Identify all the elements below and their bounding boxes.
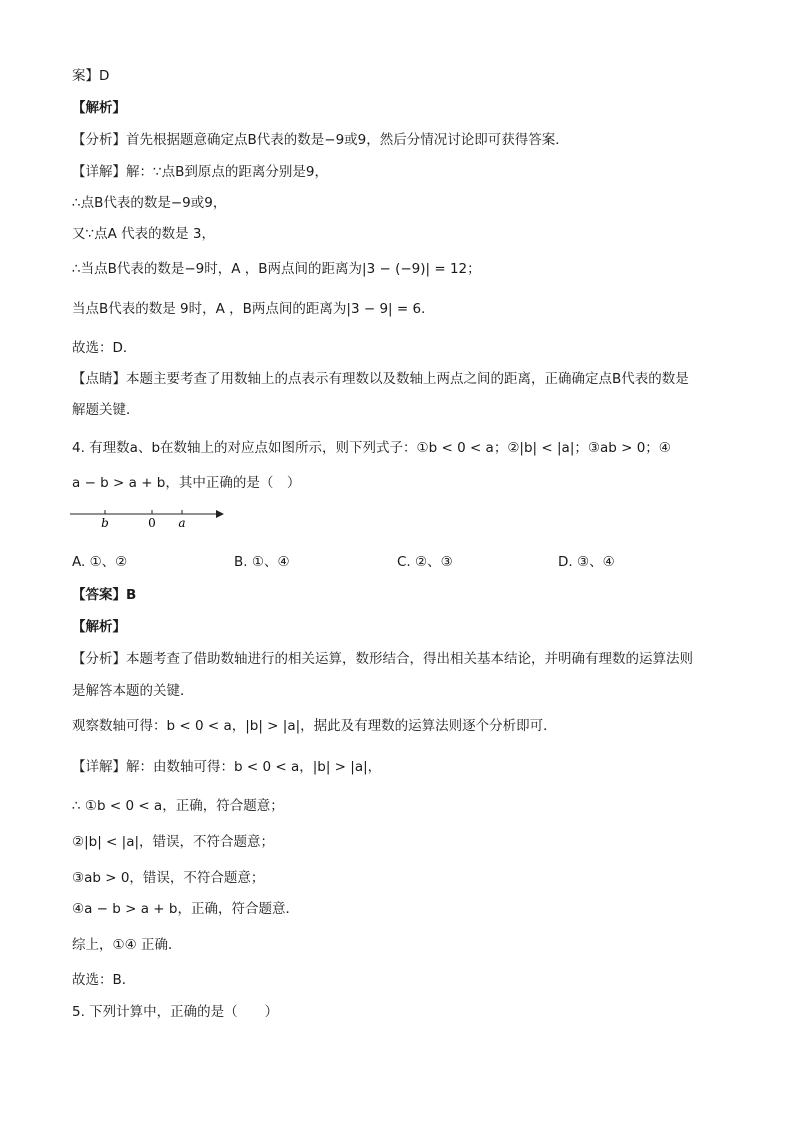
question-4-line-1: 4. 有理数a、b在数轴上的对应点如图所示，则下列式子：①b < 0 < a；②|b| < |a|；③ab > 0；④ [72, 440, 671, 456]
option-c: C. ②、③ [397, 554, 453, 570]
answer-line-3: 案】D [72, 68, 110, 84]
choice-line-3: 故选：D． [72, 340, 137, 356]
analysis-header-4: 【解析】 [72, 619, 126, 635]
detail-line-4-3: ②|b| < |a|，错误，不符合题意； [72, 834, 275, 850]
axis-label-b: b [101, 516, 109, 530]
detail-line-3-4: ∴当点B代表的数是−9时，A ，B两点间的距离为|3 − (−9)| = 12； [72, 261, 481, 277]
option-a: A. ①、② [72, 554, 128, 570]
detail-line-3-3: 又∵点A 代表的数是 3， [72, 226, 215, 242]
detail-line-3-2: ∴点B代表的数是−9或9， [72, 195, 227, 211]
analysis-line-4-1: 【分析】本题考查了借助数轴进行的相关运算，数形结合，得出相关基本结论，并明确有理数的运算法则 [72, 651, 693, 667]
comment-line-3-2: 解题关键． [72, 402, 140, 418]
observe-line-4: 观察数轴可得：b < 0 < a，|b| > |a|，据此及有理数的运算法则逐个分析即可． [72, 718, 557, 734]
detail-line-3-1: 【详解】解：∵点B到原点的距离分别是9， [72, 164, 328, 180]
comment-line-3-1: 【点睛】本题主要考查了用数轴上的点表示有理数以及数轴上两点之间的距离，正确确定点B代表的数是 [72, 371, 689, 387]
detail-line-4-4: ③ab > 0，错误，不符合题意； [72, 870, 265, 886]
analysis-header-3: 【解析】 [72, 100, 126, 116]
answer-line-4: 【答案】B [72, 587, 137, 603]
question-4-options [72, 550, 732, 570]
choice-line-4: 故选：B． [72, 972, 136, 988]
question-5-line: 5. 下列计算中，正确的是（ ） [72, 1004, 279, 1020]
axis-arrow-icon [216, 510, 224, 518]
summary-line-4: 综上，①④ 正确． [72, 937, 182, 953]
detail-line-4-2: ∴ ①b < 0 < a，正确，符合题意； [72, 798, 284, 814]
question-4-line-2: a − b > a + b，其中正确的是（ ） [72, 475, 301, 491]
axis-label-a: a [178, 516, 186, 530]
option-d: D. ③、④ [558, 554, 615, 570]
analysis-line-3: 【分析】首先根据题意确定点B代表的数是−9或9，然后分情况讨论即可获得答案． [72, 132, 569, 148]
axis-label-0: 0 [148, 516, 156, 530]
analysis-line-4-2: 是解答本题的关键． [72, 683, 194, 699]
detail-line-3-5: 当点B代表的数是 9时，A ，B两点间的距离为|3 − 9| = 6． [72, 301, 435, 317]
option-b: B. ①、④ [234, 554, 290, 570]
detail-line-4-5: ④a − b > a + b，正确，符合题意． [72, 901, 299, 917]
number-line-figure [68, 500, 228, 536]
detail-line-4-1: 【详解】解：由数轴可得：b < 0 < a，|b| > |a|， [72, 759, 382, 775]
